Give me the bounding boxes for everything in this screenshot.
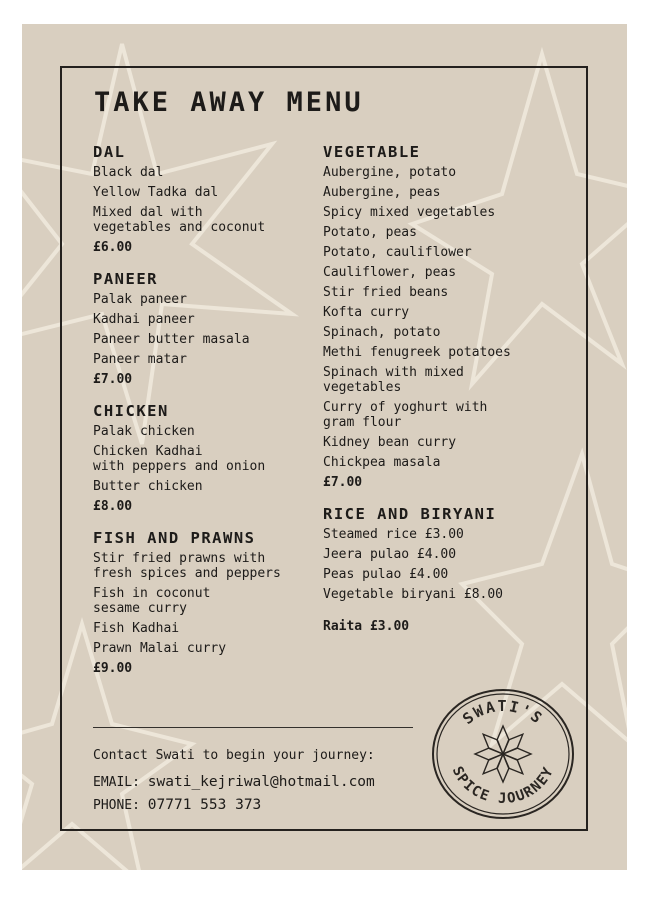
menu-item: Yellow Tadka dal [93,185,219,200]
menu-item: Kofta curry [323,305,410,320]
left-column [93,145,318,693]
section-heading: CHICKEN [93,402,169,420]
menu-section [93,531,318,676]
email-label: EMAIL: [93,775,140,790]
section-price: £7.00 [93,372,133,387]
menu-item: Potato, cauliflower [323,245,472,260]
menu-item: Potato, peas [323,225,417,240]
swatis-spice-journey-logo [430,687,576,821]
menu-item: Butter chicken [93,479,203,494]
menu-item: Jeera pulao £4.00 [323,547,457,562]
menu-item: Black dal [93,165,164,180]
menu-section [93,404,318,514]
menu-item: Prawn Malai curry [93,641,227,656]
raita-item: Raita £3.00 [323,619,410,634]
menu-item: Palak chicken [93,424,195,439]
menu-item: Stir fried prawns with fresh spices and peppers [93,551,281,581]
section-price: £7.00 [323,475,363,490]
menu-section [93,145,318,255]
menu-item: Fish Kadhai [93,621,180,636]
svg-text:SWATI'S [459,697,547,728]
menu-section [323,507,573,602]
menu-item: Kadhai paneer [93,312,195,327]
menu-item: Spicy mixed vegetables [323,205,496,220]
menu-item: Methi fenugreek potatoes [323,345,511,360]
email-line [93,774,375,790]
menu-item: Cauliflower, peas [323,265,457,280]
logo-bottom-text: SPICE JOURNEY [448,764,558,807]
star-flower-icon [475,726,531,782]
menu-item: Vegetable biryani £8.00 [323,587,504,602]
section-heading: VEGETABLE [323,143,421,161]
menu-item: Paneer butter masala [93,332,250,347]
menu-item: Mixed dal with vegetables and coconut [93,205,266,235]
menu-item: Paneer matar [93,352,187,367]
section-price: £8.00 [93,499,133,514]
divider-line [93,727,413,728]
contact-intro: Contact Swati to begin your journey: [93,748,375,763]
menu-item: Spinach, potato [323,325,441,340]
menu-item: Peas pulao £4.00 [323,567,449,582]
section-heading: RICE AND BIRYANI [323,505,497,523]
menu-section [323,145,573,490]
section-price: £6.00 [93,240,133,255]
svg-text:SPICE JOURNEY [449,764,558,807]
section-price: £9.00 [93,661,133,676]
menu-item: Curry of yoghurt with gram flour [323,400,488,430]
phone-label: PHONE: [93,798,140,813]
menu-item: Fish in coconut sesame curry [93,586,211,616]
email-value[interactable]: swati_kejriwal@hotmail.com [147,774,375,790]
menu-item: Stir fried beans [323,285,449,300]
section-heading: PANEER [93,270,158,288]
menu-item: Steamed rice £3.00 [323,527,464,542]
logo-top-text: SWATI'S [459,697,547,729]
menu-item: Palak paneer [93,292,187,307]
menu-item: Aubergine, potato [323,165,457,180]
menu-item: Kidney bean curry [323,435,457,450]
section-heading: DAL [93,143,126,161]
menu-item: Chickpea masala [323,455,441,470]
menu-item: Spinach with mixed vegetables [323,365,464,395]
right-column [323,145,573,639]
menu-title: TAKE AWAY MENU [94,87,364,118]
menu-item: Chicken Kadhai with peppers and onion [93,444,266,474]
section-heading: FISH AND PRAWNS [93,529,256,547]
menu-section [93,272,318,387]
phone-value[interactable]: 07771 553 373 [147,797,262,813]
phone-line [93,797,261,813]
menu-item: Aubergine, peas [323,185,441,200]
